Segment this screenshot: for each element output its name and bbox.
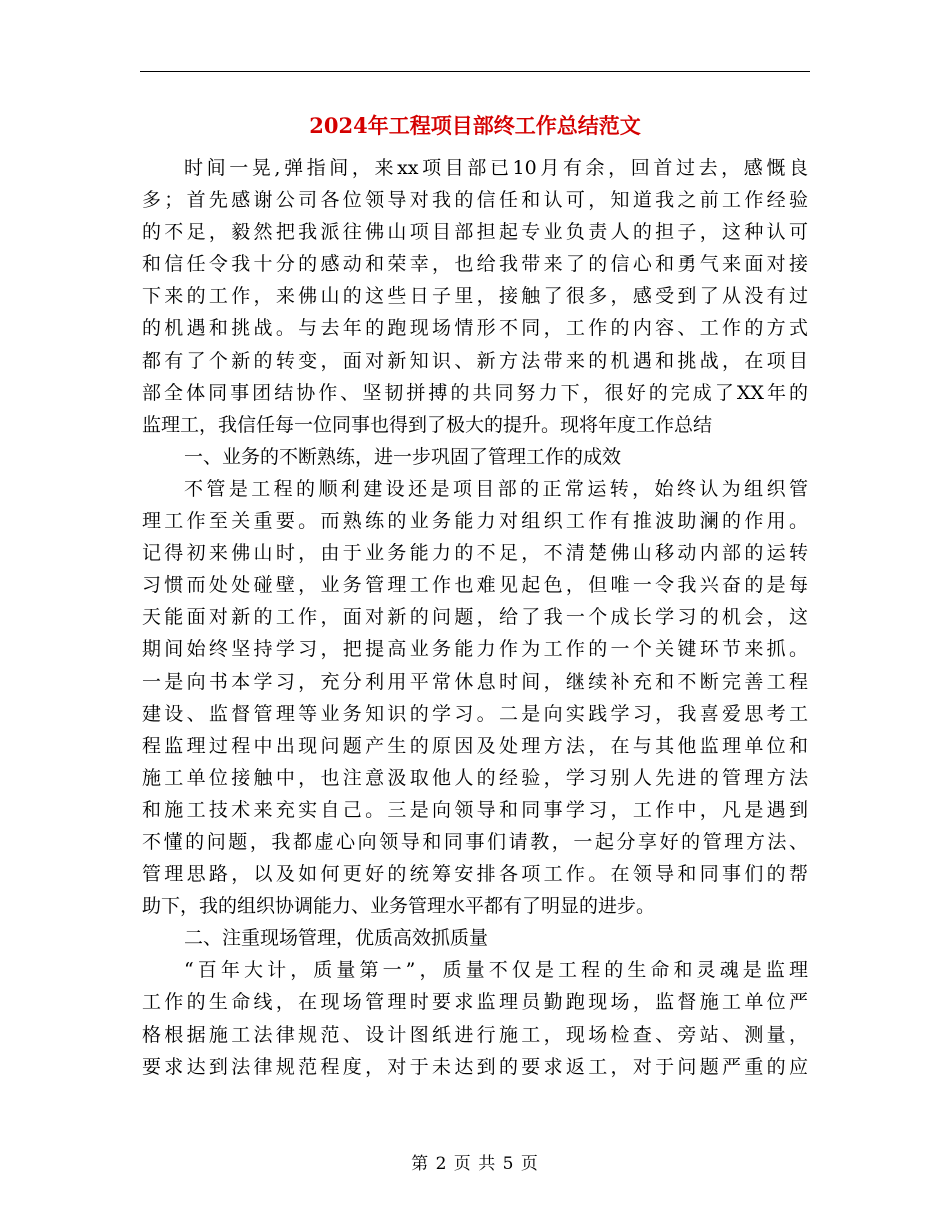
text-line: 施工单位接触中，也注意汲取他人的经验，学习别人先进的管理方法	[142, 766, 808, 789]
page-number: 第 2 页 共 5 页	[411, 1154, 539, 1174]
text-line: “百年大计，质量第一”，质量不仅是工程的生命和灵魂是监理	[184, 959, 808, 982]
text-line: 管理思路，以及如何更好的统筹安排各项工作。在领导和同事们的帮	[142, 863, 808, 886]
document-body	[142, 152, 808, 1083]
text-line: 和施工技术来充实自己。三是向领导和同事学习，工作中，凡是遇到	[142, 798, 808, 821]
text-line: 二、注重现场管理，优质高效抓质量	[184, 927, 489, 950]
text-line: 监理工，我信任每一位同事也得到了极大的提升。现将年度工作总结	[142, 413, 713, 436]
text-line: 下来的工作，来佛山的这些日子里，接触了很多，感受到了从没有过	[142, 285, 808, 308]
text-line: 天能面对新的工作，面对新的问题，给了我一个成长学习的机会，这	[142, 606, 808, 629]
text-line: 记得初来佛山时，由于业务能力的不足，不清楚佛山移动内部的运转	[142, 542, 808, 565]
text-line: 的不足，毅然把我派往佛山项目部担起专业负责人的担子，这种认可	[142, 221, 808, 244]
text-line: 不管是工程的顺利建设还是项目部的正常运转，始终认为组织管	[184, 477, 808, 500]
text-line: 习惯而处处碰壁，业务管理工作也难见起色，但唯一令我兴奋的是每	[142, 574, 808, 597]
text-line: 一是向书本学习，充分利用平常休息时间，继续补充和不断完善工程	[142, 670, 808, 693]
text-line: 和信任令我十分的感动和荣幸，也给我带来了的信心和勇气来面对接	[142, 253, 808, 276]
text-line: 一、业务的不断熟练，进一步巩固了管理工作的成效	[184, 445, 622, 468]
text-line: 理工作至关重要。而熟练的业务能力对组织工作有推波助澜的作用。	[142, 510, 808, 533]
document-title: 2024年工程项目部终工作总结范文	[309, 113, 641, 138]
text-line: 助下，我的组织协调能力、业务管理水平都有了明显的进步。	[142, 895, 656, 918]
text-line: 工作的生命线，在现场管理时要求监理员勤跑现场，监督施工单位严	[142, 991, 808, 1014]
text-line: 的机遇和挑战。与去年的跑现场情形不同，工作的内容、工作的方式	[142, 317, 808, 340]
text-line: 不懂的问题，我都虚心向领导和同事们请教，一起分享好的管理方法、	[142, 830, 808, 853]
text-line: 格根据施工法律规范、设计图纸进行施工，现场检查、旁站、测量，	[142, 1023, 808, 1046]
text-line: 都有了个新的转变，面对新知识、新方法带来的机遇和挑战，在项目	[142, 349, 808, 372]
header-rule	[140, 71, 810, 72]
text-line: 多；首先感谢公司各位领导对我的信任和认可，知道我之前工作经验	[142, 189, 808, 212]
text-line: 部全体同事团结协作、坚韧拼搏的共同努力下，很好的完成了XX年的	[142, 381, 808, 404]
text-line: 时间一晃,弹指间，来xx项目部已10月有余，回首过去，感慨良	[184, 157, 808, 179]
text-line: 要求达到法律规范程度，对于未达到的要求返工，对于问题严重的应	[142, 1055, 808, 1078]
text-line: 期间始终坚持学习，把提高业务能力作为工作的一个关键环节来抓。	[142, 638, 808, 661]
text-line: 建设、监督管理等业务知识的学习。二是向实践学习，我喜爱思考工	[142, 702, 808, 725]
text-line: 程监理过程中出现问题产生的原因及处理方法，在与其他监理单位和	[142, 734, 808, 757]
